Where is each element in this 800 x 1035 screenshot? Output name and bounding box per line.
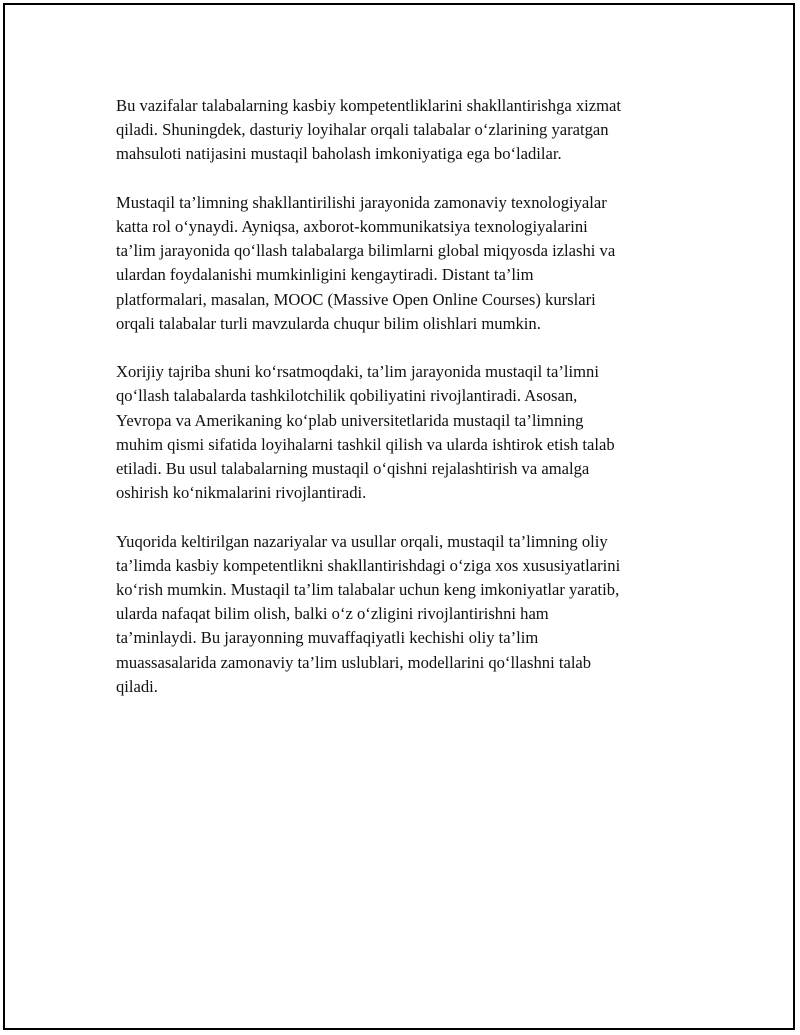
text-line: ta’limda kasbiy kompetentlikni shakllantirishdagi o‘ziga xos xususiyatlarini	[116, 555, 621, 575]
text-line: qo‘llash talabalarda tashkilotchilik qobiliyatini rivojlantiradi. Asosan,	[116, 386, 578, 406]
text-line: Yevropa va Amerikaning ko‘plab universitetlarida mustaqil ta’limning	[116, 410, 584, 430]
text-line: Bu vazifalar talabalarning kasbiy kompetentliklarini shakllantirishga xizmat	[116, 96, 622, 115]
paragraph	[116, 191, 696, 336]
text-line: etiladi. Bu usul talabalarning mustaqil o‘qishni rejalashtirish va amalga	[116, 459, 590, 479]
text-line: ta’minlaydi. Bu jarayonning muvaffaqiyatli kechishi oliy ta’lim	[116, 628, 539, 648]
text-line: platformalari, masalan, MOOC (Massive Open Online Courses) kurslari	[116, 289, 596, 309]
text-line: ularda nafaqat bilim olish, balki o‘z o‘zligini rivojlantirishni ham	[116, 604, 549, 624]
text-line: Xorijiy tajriba shuni ko‘rsatmoqdaki, ta’lim jarayonida mustaqil ta’limni	[116, 362, 599, 382]
text-line: muhim qismi sifatida loyihalarni tashkil qilish va ularda ishtirok etish talab	[116, 434, 615, 454]
document-body	[116, 94, 696, 723]
text-line: qiladi. Shuningdek, dasturiy loyihalar orqali talabalar o‘zlarining yaratgan	[116, 120, 609, 140]
paragraph	[116, 530, 696, 699]
text-line: qiladi.	[116, 676, 158, 696]
paragraph	[116, 360, 696, 505]
text-line: mahsuloti natijasini mustaqil baholash imkoniyatiga ega bo‘ladilar.	[116, 144, 562, 164]
text-line: oshirish ko‘nikmalarini rivojlantiradi.	[116, 483, 367, 503]
text-line: ta’lim jarayonida qo‘llash talabalarga bilimlarni global miqyosda izlashi va	[116, 241, 616, 261]
text-line: ko‘rish mumkin. Mustaqil ta’lim talabalar uchun keng imkoniyatlar yaratib,	[116, 580, 620, 600]
text-line: muassasalarida zamonaviy ta’lim uslublari, modellarini qo‘llashni talab	[116, 652, 592, 672]
text-line: Yuqorida keltirilgan nazariyalar va usullar orqali, mustaqil ta’limning oliy	[116, 531, 608, 551]
text-line: katta rol o‘ynaydi. Ayniqsa, axborot-kommunikatsiya texnologiyalarini	[116, 217, 588, 236]
text-line: Mustaqil ta’limning shakllantirilishi jarayonida zamonaviy texnologiyalar	[116, 192, 607, 212]
text-line: ulardan foydalanishi mumkinligini kengaytiradi. Distant ta’lim	[116, 265, 534, 285]
paragraph	[116, 94, 696, 167]
text-line: orqali talabalar turli mavzularda chuqur bilim olishlari mumkin.	[116, 313, 541, 333]
